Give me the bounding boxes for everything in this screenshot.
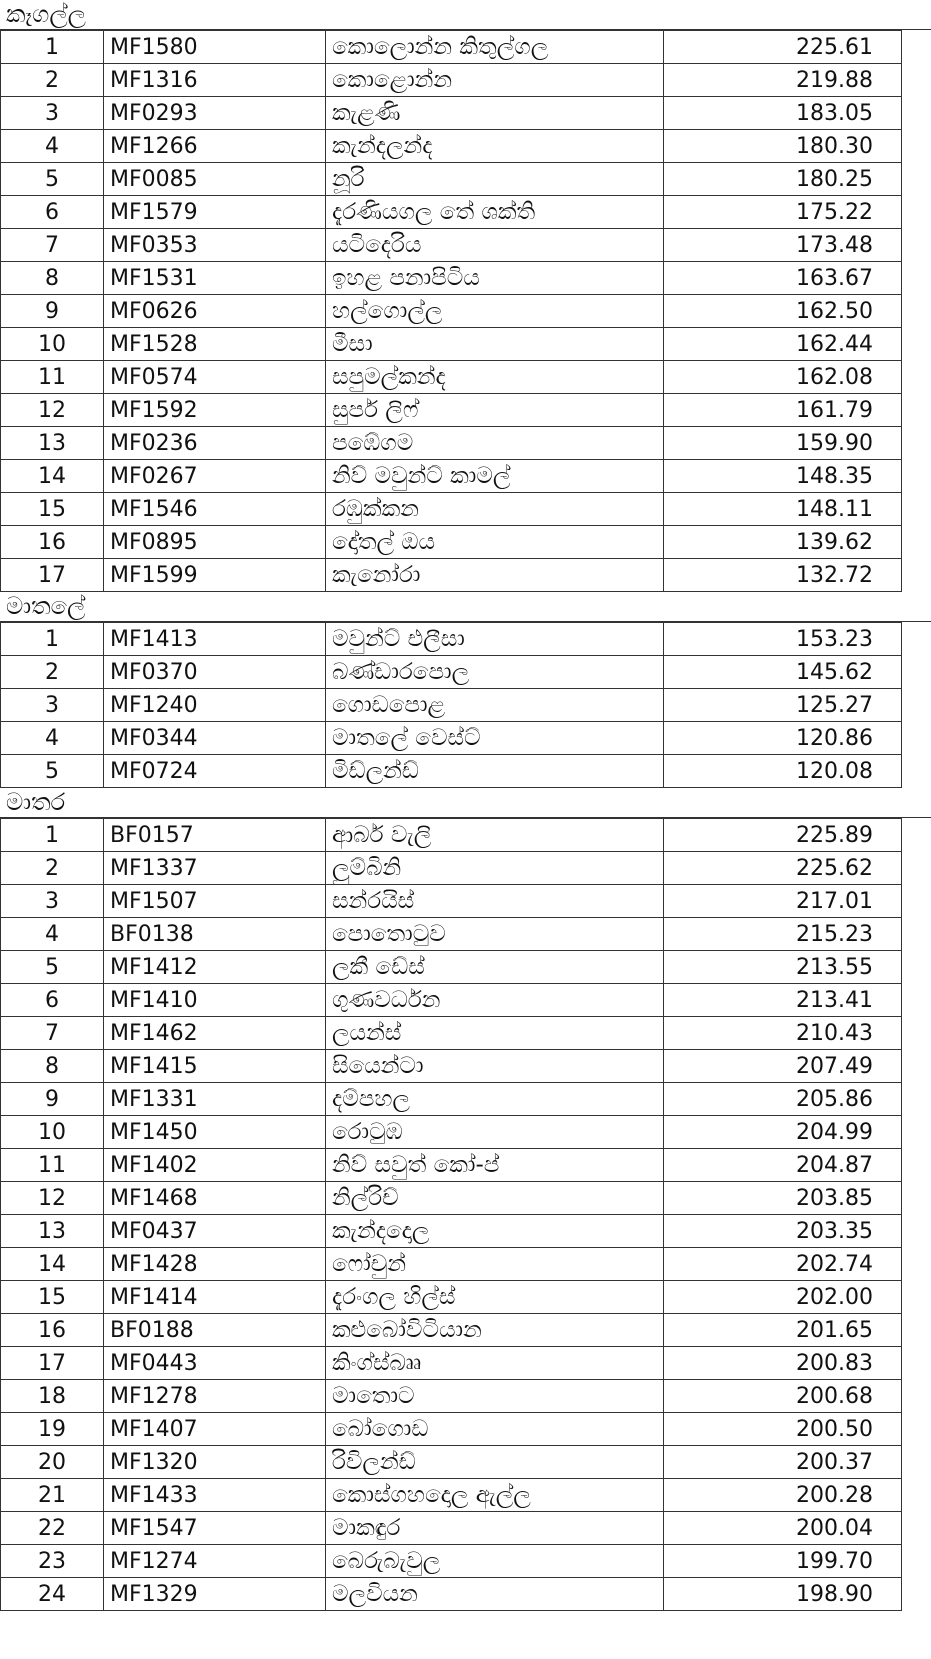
table-row [1,819,902,852]
price-value: 132.72 [664,559,902,592]
factory-name: නිව් සවුත් කෝ-ප් [326,1149,664,1182]
factory-code: MF1407 [104,1413,326,1446]
factory-code: MF1413 [104,623,326,656]
table-row [1,1149,902,1182]
table-row [1,1545,902,1578]
factory-name: බෙරුබැවුල [326,1545,664,1578]
table-row [1,1083,902,1116]
factory-code: MF0267 [104,460,326,493]
price-value: 205.86 [664,1083,902,1116]
table-row [1,623,902,656]
factory-name: කැන්දලන්ද [326,130,664,163]
row-number: 3 [1,885,104,918]
factory-code: MF1592 [104,394,326,427]
factory-code: MF1415 [104,1050,326,1083]
factory-code: BF0157 [104,819,326,852]
factory-code: MF1468 [104,1182,326,1215]
row-number: 9 [1,1083,104,1116]
row-number: 3 [1,97,104,130]
table-row [1,328,902,361]
section-title: මාතර [0,788,931,818]
row-number: 5 [1,755,104,788]
table-row [1,460,902,493]
table-row [1,1017,902,1050]
factory-code: MF1531 [104,262,326,295]
price-value: 145.62 [664,656,902,689]
price-value: 125.27 [664,689,902,722]
table-row [1,852,902,885]
factory-name: ගොඩපොළ [326,689,664,722]
price-value: 204.87 [664,1149,902,1182]
factory-code: MF1240 [104,689,326,722]
factory-code: MF1414 [104,1281,326,1314]
factory-code: MF0293 [104,97,326,130]
factory-code: MF0236 [104,427,326,460]
row-number: 5 [1,951,104,984]
row-number: 4 [1,722,104,755]
price-value: 173.48 [664,229,902,262]
table-row [1,64,902,97]
table-row [1,163,902,196]
factory-name: බණ්ඩාරපොල [326,656,664,689]
factory-name: දම්පහල [326,1083,664,1116]
factory-name: ෆෝචුන් [326,1248,664,1281]
row-number: 4 [1,918,104,951]
factory-name: කැළණි [326,97,664,130]
factory-name: නූරි [326,163,664,196]
factory-code: MF1462 [104,1017,326,1050]
row-number: 15 [1,1281,104,1314]
factory-code: MF0443 [104,1347,326,1380]
price-value: 199.70 [664,1545,902,1578]
price-value: 162.44 [664,328,902,361]
table-row [1,689,902,722]
row-number: 6 [1,196,104,229]
factory-name: දැරංගල හිල්ස් [326,1281,664,1314]
row-number: 1 [1,819,104,852]
price-value: 163.67 [664,262,902,295]
table-row [1,1413,902,1446]
table-row [1,1050,902,1083]
price-value: 202.74 [664,1248,902,1281]
price-value: 203.85 [664,1182,902,1215]
price-value: 204.99 [664,1116,902,1149]
row-number: 13 [1,1215,104,1248]
factory-name: මවුන්ට් එලීසා [326,623,664,656]
section-title: මාතලේ [0,592,931,622]
factory-name: ගුණවර්ධන [326,984,664,1017]
factory-name: මාතලේ වෙස්ට් [326,722,664,755]
factory-code: MF1546 [104,493,326,526]
price-value: 213.41 [664,984,902,1017]
table-row [1,1446,902,1479]
table-row [1,196,902,229]
factory-code: MF0370 [104,656,326,689]
factory-code: MF1428 [104,1248,326,1281]
factory-name: මාකඳුර [326,1512,664,1545]
factory-name: ඉහළ පනාපිටිය [326,262,664,295]
row-number: 20 [1,1446,104,1479]
price-value: 175.22 [664,196,902,229]
factory-name: කැන්දදොල [326,1215,664,1248]
row-number: 1 [1,31,104,64]
factory-name: මලවියන [326,1578,664,1611]
factory-name: ආබර් වැලි [326,819,664,852]
price-value: 159.90 [664,427,902,460]
factory-name: කොස්ගහදොල ඇල්ල [326,1479,664,1512]
table-row [1,755,902,788]
table-row [1,130,902,163]
table-row [1,1215,902,1248]
price-value: 139.62 [664,526,902,559]
factory-name: ලුම්බිනි [326,852,664,885]
table-row [1,1380,902,1413]
table-row [1,1248,902,1281]
price-value: 120.08 [664,755,902,788]
row-number: 4 [1,130,104,163]
price-table [0,622,902,788]
factory-code: MF1402 [104,1149,326,1182]
factory-name: ලකී ඩේස් [326,951,664,984]
price-value: 207.49 [664,1050,902,1083]
factory-code: MF1599 [104,559,326,592]
factory-code: MF1412 [104,951,326,984]
row-number: 8 [1,262,104,295]
row-number: 2 [1,852,104,885]
factory-code: MF1547 [104,1512,326,1545]
factory-name: සන්රයිස් [326,885,664,918]
table-row [1,722,902,755]
table-row [1,526,902,559]
factory-name: මිඩ්ලන්ඩ් [326,755,664,788]
row-number: 3 [1,689,104,722]
table-row [1,1116,902,1149]
factory-code: MF0344 [104,722,326,755]
row-number: 6 [1,984,104,1017]
factory-code: MF0353 [104,229,326,262]
table-row [1,951,902,984]
factory-code: MF1410 [104,984,326,1017]
price-value: 198.90 [664,1578,902,1611]
row-number: 19 [1,1413,104,1446]
price-value: 200.68 [664,1380,902,1413]
row-number: 18 [1,1380,104,1413]
factory-code: MF1316 [104,64,326,97]
factory-name: මීසා [326,328,664,361]
price-table [0,818,902,1611]
factory-name: පොතොටුව [326,918,664,951]
table-row [1,1347,902,1380]
price-value: 153.23 [664,623,902,656]
factory-name: නිල්රිච් [326,1182,664,1215]
row-number: 5 [1,163,104,196]
price-value: 200.28 [664,1479,902,1512]
table-row [1,1182,902,1215]
factory-name: ලයන්ස් [326,1017,664,1050]
table-row [1,295,902,328]
factory-name: කළුබෝවිටියාන [326,1314,664,1347]
price-value: 200.04 [664,1512,902,1545]
row-number: 17 [1,1347,104,1380]
price-value: 180.30 [664,130,902,163]
row-number: 24 [1,1578,104,1611]
table-row [1,885,902,918]
row-number: 9 [1,295,104,328]
table-row [1,1479,902,1512]
price-value: 213.55 [664,951,902,984]
price-value: 201.65 [664,1314,902,1347]
factory-name: රඹුක්කන [326,493,664,526]
factory-code: BF0138 [104,918,326,951]
row-number: 8 [1,1050,104,1083]
row-number: 10 [1,328,104,361]
factory-code: MF1580 [104,31,326,64]
factory-name: රොටුඹ [326,1116,664,1149]
row-number: 21 [1,1479,104,1512]
factory-name: කැනෝරා [326,559,664,592]
row-number: 7 [1,1017,104,1050]
price-value: 202.00 [664,1281,902,1314]
price-value: 210.43 [664,1017,902,1050]
price-value: 162.08 [664,361,902,394]
price-value: 120.86 [664,722,902,755]
table-row [1,262,902,295]
factory-code: MF1320 [104,1446,326,1479]
row-number: 14 [1,1248,104,1281]
price-value: 183.05 [664,97,902,130]
factory-code: MF1266 [104,130,326,163]
factory-name: පඹේගම [326,427,664,460]
factory-code: MF0626 [104,295,326,328]
factory-code: MF0895 [104,526,326,559]
table-row [1,97,902,130]
factory-code: MF1579 [104,196,326,229]
factory-name: කොලොන්න කිතුල්ගල [326,31,664,64]
price-value: 148.35 [664,460,902,493]
table-row [1,559,902,592]
table-row [1,984,902,1017]
row-number: 12 [1,394,104,427]
factory-name: සියෙන්ටා [326,1050,664,1083]
price-value: 203.35 [664,1215,902,1248]
factory-code: MF1450 [104,1116,326,1149]
row-number: 2 [1,64,104,97]
price-value: 217.01 [664,885,902,918]
factory-code: MF1329 [104,1578,326,1611]
row-number: 11 [1,361,104,394]
factory-code: BF0188 [104,1314,326,1347]
row-number: 16 [1,1314,104,1347]
table-row [1,493,902,526]
factory-code: MF1331 [104,1083,326,1116]
row-number: 23 [1,1545,104,1578]
factory-code: MF0437 [104,1215,326,1248]
row-number: 10 [1,1116,104,1149]
factory-code: MF1274 [104,1545,326,1578]
price-table [0,30,902,592]
factory-code: MF0085 [104,163,326,196]
price-value: 219.88 [664,64,902,97]
row-number: 11 [1,1149,104,1182]
factory-code: MF1528 [104,328,326,361]
factory-name: කිංග්ස්බෲ [326,1347,664,1380]
price-value: 148.11 [664,493,902,526]
price-value: 200.83 [664,1347,902,1380]
table-row [1,31,902,64]
table-row [1,1578,902,1611]
row-number: 13 [1,427,104,460]
table-row [1,229,902,262]
row-number: 12 [1,1182,104,1215]
section-title: කෑගල්ල [0,0,931,30]
price-value: 225.89 [664,819,902,852]
price-value: 225.62 [664,852,902,885]
price-value: 225.61 [664,31,902,64]
row-number: 22 [1,1512,104,1545]
factory-name: බෝගොඩ [326,1413,664,1446]
factory-code: MF1337 [104,852,326,885]
factory-name: නිව් මවුන්ට් කාමල් [326,460,664,493]
price-value: 200.37 [664,1446,902,1479]
table-row [1,361,902,394]
factory-code: MF1507 [104,885,326,918]
table-row [1,394,902,427]
row-number: 14 [1,460,104,493]
factory-code: MF0724 [104,755,326,788]
price-value: 200.50 [664,1413,902,1446]
price-value: 215.23 [664,918,902,951]
table-row [1,1314,902,1347]
factory-code: MF1278 [104,1380,326,1413]
row-number: 15 [1,493,104,526]
table-row [1,1512,902,1545]
factory-name: සපුමල්කන්ද [326,361,664,394]
price-value: 180.25 [664,163,902,196]
factory-name: යටිදෙරිය [326,229,664,262]
table-row [1,427,902,460]
table-row [1,918,902,951]
row-number: 2 [1,656,104,689]
price-value: 162.50 [664,295,902,328]
factory-name: රිවිලන්ඩ් [326,1446,664,1479]
factory-code: MF1433 [104,1479,326,1512]
factory-name: මාතොට [326,1380,664,1413]
price-value: 161.79 [664,394,902,427]
row-number: 1 [1,623,104,656]
factory-name: සුපර් ලිෆ් [326,394,664,427]
factory-name: දෝතල් ඔය [326,526,664,559]
row-number: 16 [1,526,104,559]
table-row [1,656,902,689]
table-row [1,1281,902,1314]
factory-name: කොළොන්න [326,64,664,97]
factory-name: දැරණියගල තේ ශක්ති [326,196,664,229]
factory-name: හල්ගොල්ල [326,295,664,328]
row-number: 17 [1,559,104,592]
row-number: 7 [1,229,104,262]
factory-code: MF0574 [104,361,326,394]
